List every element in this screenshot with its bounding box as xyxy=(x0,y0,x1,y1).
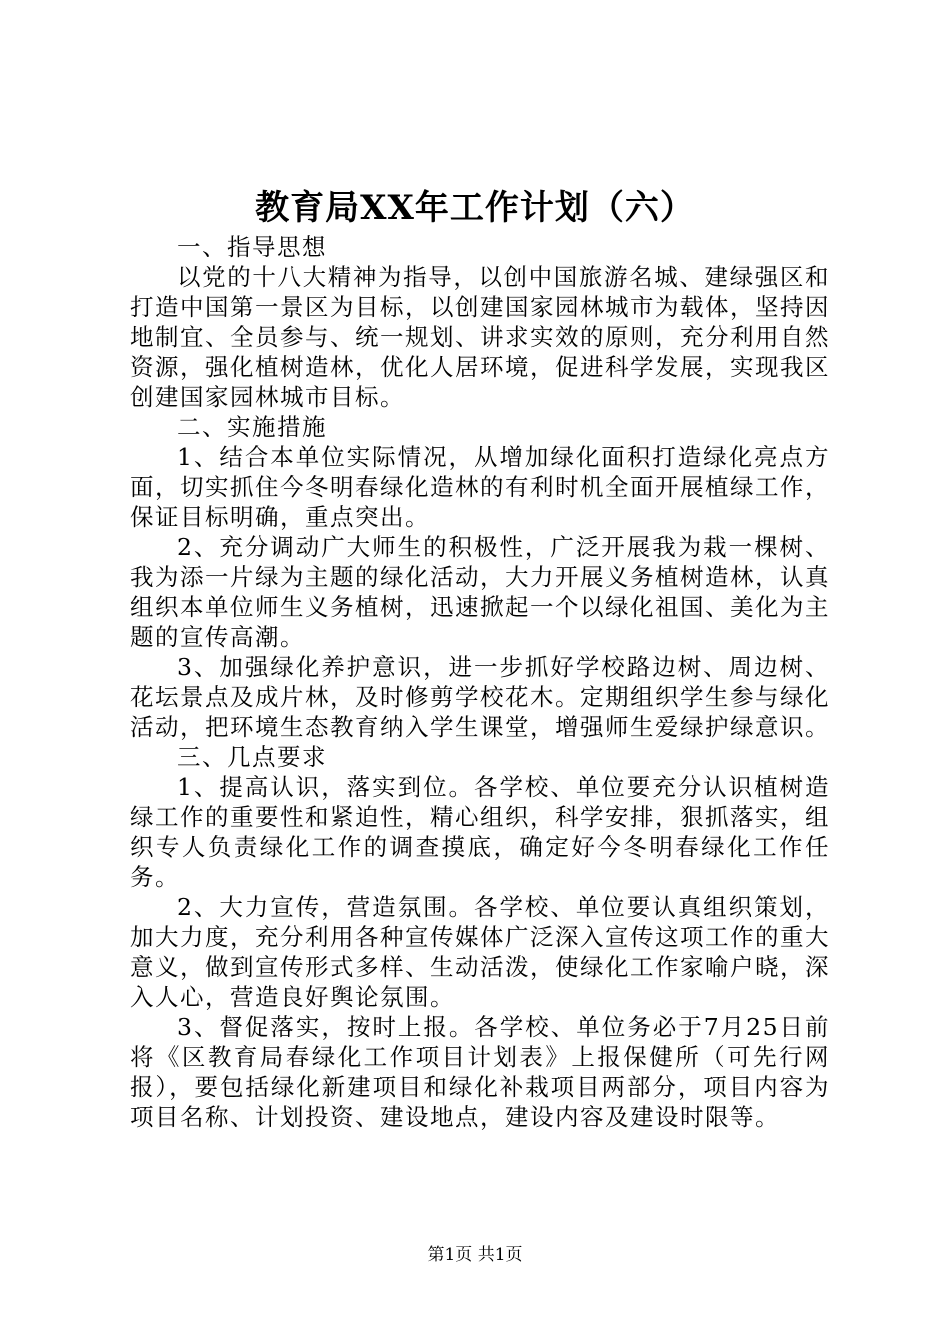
section-heading-requirements: 三、几点要求 xyxy=(177,743,327,771)
document-body xyxy=(130,232,830,1132)
body-paragraph: 以党的十八大精神为指导，以创中国旅游名城、建绿强区和打造中国第一景区为目标，以创建国家园林城市为载体，坚持因地制宜、全员参与、统一规划、讲求实效的原则，充分利用自然资源，强化植树造林，优化人居环境，促进科学发展，实现我区创建国家园林城市目标。 xyxy=(130,263,830,411)
body-paragraph: 3、加强绿化养护意识，进一步抓好学校路边树、周边树、花坛景点及成片林，及时修剪学校花木。定期组织学生参与绿化活动，把环境生态教育纳入学生课堂，增强师生爱绿护绿意识。 xyxy=(130,653,830,741)
document-title: 教育局XX年工作计划（六） xyxy=(255,188,695,228)
body-paragraph: 2、大力宣传，营造氛围。各学校、单位要认真组织策划，加大力度，充分利用各种宣传媒体广泛深入宣传这项工作的重大意义，做到宣传形式多样、生动活泼，使绿化工作家喻户晓，深入人心，营造良好舆论氛围。 xyxy=(130,893,830,1011)
body-paragraph: 2、充分调动广大师生的积极性，广泛开展我为栽一棵树、我为添一片绿为主题的绿化活动，大力开展义务植树造林，认真组织本单位师生义务植树，迅速掀起一个以绿化祖国、美化为主题的宣传高潮。 xyxy=(130,533,830,651)
section-heading-guiding-ideology: 一、指导思想 xyxy=(177,233,327,261)
page-footer: 第1页 共1页 xyxy=(427,1245,523,1265)
body-paragraph: 1、结合本单位实际情况，从增加绿化面积打造绿化亮点方面，切实抓住今冬明春绿化造林的有利时机全面开展植绿工作，保证目标明确，重点突出。 xyxy=(130,443,830,531)
section-heading-measures: 二、实施措施 xyxy=(177,413,327,441)
body-paragraph: 3、督促落实，按时上报。各学校、单位务必于7月25日前将《区教育局春绿化工作项目计划表》上报保健所（可先行网报），要包括绿化新建项目和绿化补栽项目两部分，项目内容为项目名称、计划投资、建设地点，建设内容及建设时限等。 xyxy=(130,1013,830,1131)
body-paragraph: 1、提高认识，落实到位。各学校、单位要充分认识植树造绿工作的重要性和紧迫性，精心组织，科学安排，狠抓落实，组织专人负责绿化工作的调查摸底，确定好今冬明春绿化工作任务。 xyxy=(130,773,830,891)
